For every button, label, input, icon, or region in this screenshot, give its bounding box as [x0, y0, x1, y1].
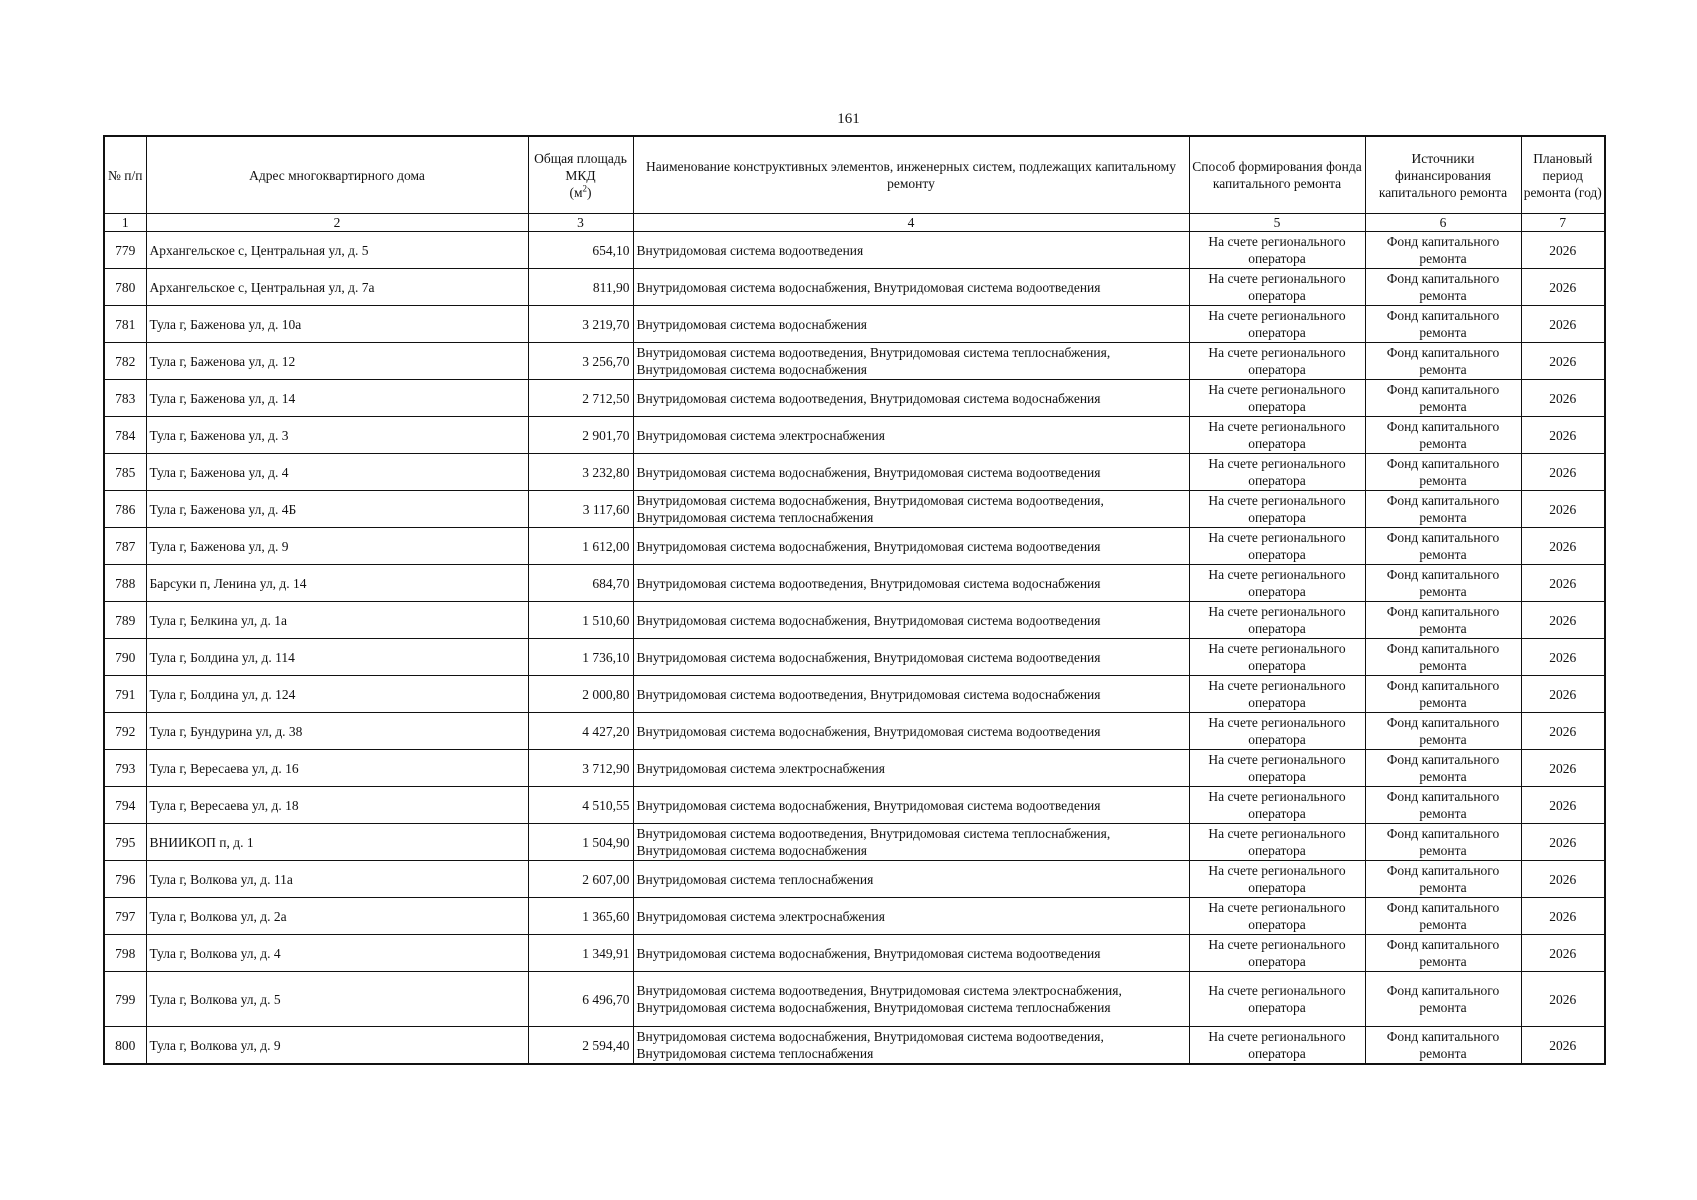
- cell-elements: Внутридомовая система водоснабжения, Внутридомовая система водоотведения: [633, 269, 1189, 306]
- cell-elements: Внутридомовая система водоснабжения, Внутридомовая система водоотведения: [633, 528, 1189, 565]
- cell-year: 2026: [1521, 232, 1605, 269]
- cell-year: 2026: [1521, 898, 1605, 935]
- cell-number: 798: [104, 935, 146, 972]
- table-row: [104, 417, 1605, 454]
- table-row: [104, 454, 1605, 491]
- cell-address: Тула г, Бундурина ул, д. 38: [146, 713, 528, 750]
- cell-area: 3 117,60: [528, 491, 633, 528]
- table-row: [104, 935, 1605, 972]
- header-method: Способ формирования фонда капитального ремонта: [1189, 136, 1365, 214]
- table-row: [104, 343, 1605, 380]
- cell-address: Тула г, Волкова ул, д. 9: [146, 1027, 528, 1065]
- cell-method: На счете регионального оператора: [1189, 232, 1365, 269]
- cell-elements: Внутридомовая система водоотведения: [633, 232, 1189, 269]
- cell-address: Тула г, Баженова ул, д. 14: [146, 380, 528, 417]
- cell-elements: Внутридомовая система водоотведения, Внутридомовая система водоснабжения: [633, 380, 1189, 417]
- cell-number: 787: [104, 528, 146, 565]
- cell-number: 793: [104, 750, 146, 787]
- table-row: [104, 491, 1605, 528]
- cell-method: На счете регионального оператора: [1189, 491, 1365, 528]
- cell-method: На счете регионального оператора: [1189, 417, 1365, 454]
- cell-area: 3 712,90: [528, 750, 633, 787]
- column-number-row: [104, 214, 1605, 232]
- cell-number: 783: [104, 380, 146, 417]
- cell-source: Фонд капитального ремонта: [1365, 343, 1521, 380]
- cell-source: Фонд капитального ремонта: [1365, 528, 1521, 565]
- cell-method: На счете регионального оператора: [1189, 935, 1365, 972]
- cell-method: На счете регионального оператора: [1189, 1027, 1365, 1065]
- cell-source: Фонд капитального ремонта: [1365, 417, 1521, 454]
- cell-elements: Внутридомовая система водоснабжения, Внутридомовая система водоотведения, Внутридомовая система теплоснабжения: [633, 491, 1189, 528]
- cell-year: 2026: [1521, 750, 1605, 787]
- cell-elements: Внутридомовая система водоснабжения, Внутридомовая система водоотведения: [633, 713, 1189, 750]
- column-number: 5: [1189, 214, 1365, 232]
- cell-source: Фонд капитального ремонта: [1365, 306, 1521, 343]
- cell-number: 790: [104, 639, 146, 676]
- cell-elements: Внутридомовая система водоотведения, Внутридомовая система электроснабжения, Внутридомовая система водоснабжения, Внутридомовая система теплоснабжения: [633, 972, 1189, 1027]
- table-row: [104, 565, 1605, 602]
- capital-repair-table: [103, 135, 1606, 1065]
- column-number: 3: [528, 214, 633, 232]
- cell-area: 3 256,70: [528, 343, 633, 380]
- cell-elements: Внутридомовая система водоснабжения, Внутридомовая система водоотведения: [633, 935, 1189, 972]
- cell-area: 2 712,50: [528, 380, 633, 417]
- cell-address: Тула г, Белкина ул, д. 1а: [146, 602, 528, 639]
- cell-area: 1 349,91: [528, 935, 633, 972]
- cell-address: Архангельское с, Центральная ул, д. 7а: [146, 269, 528, 306]
- cell-area: 1 736,10: [528, 639, 633, 676]
- header-row: [104, 136, 1605, 214]
- cell-area: 2 607,00: [528, 861, 633, 898]
- header-area-unit: (м: [569, 184, 583, 200]
- cell-source: Фонд капитального ремонта: [1365, 898, 1521, 935]
- cell-elements: Внутридомовая система теплоснабжения: [633, 861, 1189, 898]
- cell-elements: Внутридомовая система электроснабжения: [633, 898, 1189, 935]
- cell-year: 2026: [1521, 676, 1605, 713]
- header-num: № п/п: [104, 136, 146, 214]
- column-number: 2: [146, 214, 528, 232]
- cell-area: 2 594,40: [528, 1027, 633, 1065]
- cell-area: 684,70: [528, 565, 633, 602]
- cell-number: 788: [104, 565, 146, 602]
- header-area-label: Общая площадь МКД: [534, 150, 627, 183]
- cell-method: На счете регионального оператора: [1189, 306, 1365, 343]
- cell-method: На счете регионального оператора: [1189, 787, 1365, 824]
- cell-elements: Внутридомовая система водоотведения, Внутридомовая система теплоснабжения, Внутридомовая система водоснабжения: [633, 824, 1189, 861]
- cell-address: Архангельское с, Центральная ул, д. 5: [146, 232, 528, 269]
- cell-elements: Внутридомовая система электроснабжения: [633, 417, 1189, 454]
- cell-method: На счете регионального оператора: [1189, 639, 1365, 676]
- cell-method: На счете регионального оператора: [1189, 602, 1365, 639]
- cell-source: Фонд капитального ремонта: [1365, 713, 1521, 750]
- cell-method: На счете регионального оператора: [1189, 269, 1365, 306]
- cell-source: Фонд капитального ремонта: [1365, 454, 1521, 491]
- cell-source: Фонд капитального ремонта: [1365, 676, 1521, 713]
- cell-method: На счете регионального оператора: [1189, 565, 1365, 602]
- table-row: [104, 750, 1605, 787]
- cell-elements: Внутридомовая система водоотведения, Внутридомовая система водоснабжения: [633, 676, 1189, 713]
- column-number: 6: [1365, 214, 1521, 232]
- cell-address: Тула г, Баженова ул, д. 10а: [146, 306, 528, 343]
- header-address: Адрес многоквартирного дома: [146, 136, 528, 214]
- cell-source: Фонд капитального ремонта: [1365, 639, 1521, 676]
- cell-year: 2026: [1521, 861, 1605, 898]
- cell-number: 786: [104, 491, 146, 528]
- cell-number: 791: [104, 676, 146, 713]
- table-row: [104, 1027, 1605, 1065]
- header-source: Источники финансирования капитального ремонта: [1365, 136, 1521, 214]
- cell-method: На счете регионального оператора: [1189, 824, 1365, 861]
- cell-year: 2026: [1521, 269, 1605, 306]
- table-row: [104, 269, 1605, 306]
- cell-number: 785: [104, 454, 146, 491]
- header-area-unit-sup: 2: [582, 183, 588, 193]
- cell-method: На счете регионального оператора: [1189, 861, 1365, 898]
- table-row: [104, 787, 1605, 824]
- cell-area: 654,10: [528, 232, 633, 269]
- column-number: 4: [633, 214, 1189, 232]
- table-row: [104, 972, 1605, 1027]
- cell-source: Фонд капитального ремонта: [1365, 935, 1521, 972]
- cell-year: 2026: [1521, 639, 1605, 676]
- table-row: [104, 861, 1605, 898]
- cell-method: На счете регионального оператора: [1189, 380, 1365, 417]
- cell-address: Барсуки п, Ленина ул, д. 14: [146, 565, 528, 602]
- cell-number: 799: [104, 972, 146, 1027]
- cell-address: Тула г, Волкова ул, д. 2а: [146, 898, 528, 935]
- table-row: [104, 380, 1605, 417]
- cell-elements: Внутридомовая система электроснабжения: [633, 750, 1189, 787]
- cell-source: Фонд капитального ремонта: [1365, 861, 1521, 898]
- cell-area: 6 496,70: [528, 972, 633, 1027]
- cell-year: 2026: [1521, 824, 1605, 861]
- cell-elements: Внутридомовая система водоотведения, Внутридомовая система водоснабжения: [633, 565, 1189, 602]
- cell-area: 1 510,60: [528, 602, 633, 639]
- cell-number: 797: [104, 898, 146, 935]
- cell-source: Фонд капитального ремонта: [1365, 824, 1521, 861]
- cell-year: 2026: [1521, 935, 1605, 972]
- cell-year: 2026: [1521, 528, 1605, 565]
- cell-number: 784: [104, 417, 146, 454]
- cell-area: 811,90: [528, 269, 633, 306]
- cell-elements: Внутридомовая система водоснабжения, Внутридомовая система водоотведения: [633, 639, 1189, 676]
- page-number: 161: [837, 111, 860, 127]
- cell-number: 800: [104, 1027, 146, 1065]
- cell-elements: Внутридомовая система водоснабжения: [633, 306, 1189, 343]
- cell-address: ВНИИКОП п, д. 1: [146, 824, 528, 861]
- cell-year: 2026: [1521, 972, 1605, 1027]
- cell-method: На счете регионального оператора: [1189, 898, 1365, 935]
- cell-source: Фонд капитального ремонта: [1365, 972, 1521, 1027]
- cell-source: Фонд капитального ремонта: [1365, 491, 1521, 528]
- table-row: [104, 602, 1605, 639]
- cell-year: 2026: [1521, 713, 1605, 750]
- cell-source: Фонд капитального ремонта: [1365, 232, 1521, 269]
- cell-address: Тула г, Волкова ул, д. 11а: [146, 861, 528, 898]
- cell-address: Тула г, Волкова ул, д. 5: [146, 972, 528, 1027]
- cell-source: Фонд капитального ремонта: [1365, 787, 1521, 824]
- cell-method: На счете регионального оператора: [1189, 713, 1365, 750]
- cell-area: 1 504,90: [528, 824, 633, 861]
- cell-area: 1 365,60: [528, 898, 633, 935]
- cell-source: Фонд капитального ремонта: [1365, 380, 1521, 417]
- cell-address: Тула г, Баженова ул, д. 3: [146, 417, 528, 454]
- cell-address: Тула г, Баженова ул, д. 4: [146, 454, 528, 491]
- cell-area: 2 901,70: [528, 417, 633, 454]
- cell-year: 2026: [1521, 380, 1605, 417]
- table-row: [104, 676, 1605, 713]
- cell-elements: Внутридомовая система водоотведения, Внутридомовая система теплоснабжения, Внутридомовая система водоснабжения: [633, 343, 1189, 380]
- cell-year: 2026: [1521, 787, 1605, 824]
- cell-area: 2 000,80: [528, 676, 633, 713]
- cell-number: 780: [104, 269, 146, 306]
- cell-method: На счете регионального оператора: [1189, 343, 1365, 380]
- cell-address: Тула г, Болдина ул, д. 114: [146, 639, 528, 676]
- cell-source: Фонд капитального ремонта: [1365, 750, 1521, 787]
- table-body: [104, 232, 1605, 1065]
- cell-address: Тула г, Вересаева ул, д. 18: [146, 787, 528, 824]
- cell-area: 1 612,00: [528, 528, 633, 565]
- table-row: [104, 639, 1605, 676]
- cell-method: На счете регионального оператора: [1189, 528, 1365, 565]
- cell-number: 795: [104, 824, 146, 861]
- cell-number: 782: [104, 343, 146, 380]
- cell-elements: Внутридомовая система водоснабжения, Внутридомовая система водоотведения: [633, 787, 1189, 824]
- table-row: [104, 528, 1605, 565]
- cell-year: 2026: [1521, 343, 1605, 380]
- cell-address: Тула г, Вересаева ул, д. 16: [146, 750, 528, 787]
- header-elements: Наименование конструктивных элементов, инженерных систем, подлежащих капитальному ремонту: [633, 136, 1189, 214]
- cell-elements: Внутридомовая система водоснабжения, Внутридомовая система водоотведения, Внутридомовая система теплоснабжения: [633, 1027, 1189, 1065]
- cell-source: Фонд капитального ремонта: [1365, 565, 1521, 602]
- table-row: [104, 713, 1605, 750]
- cell-area: 3 219,70: [528, 306, 633, 343]
- cell-number: 792: [104, 713, 146, 750]
- cell-year: 2026: [1521, 602, 1605, 639]
- cell-year: 2026: [1521, 417, 1605, 454]
- header-period: Плановый период ремонта (год): [1521, 136, 1605, 214]
- cell-number: 794: [104, 787, 146, 824]
- cell-elements: Внутридомовая система водоснабжения, Внутридомовая система водоотведения: [633, 602, 1189, 639]
- cell-area: 4 427,20: [528, 713, 633, 750]
- cell-method: На счете регионального оператора: [1189, 454, 1365, 491]
- cell-number: 779: [104, 232, 146, 269]
- cell-area: 3 232,80: [528, 454, 633, 491]
- cell-address: Тула г, Баженова ул, д. 12: [146, 343, 528, 380]
- cell-method: На счете регионального оператора: [1189, 676, 1365, 713]
- header-area-unit-close: ): [587, 184, 592, 200]
- cell-year: 2026: [1521, 565, 1605, 602]
- cell-address: Тула г, Болдина ул, д. 124: [146, 676, 528, 713]
- cell-address: Тула г, Волкова ул, д. 4: [146, 935, 528, 972]
- cell-year: 2026: [1521, 454, 1605, 491]
- table-row: [104, 898, 1605, 935]
- cell-source: Фонд капитального ремонта: [1365, 269, 1521, 306]
- cell-area: 4 510,55: [528, 787, 633, 824]
- cell-source: Фонд капитального ремонта: [1365, 1027, 1521, 1065]
- cell-address: Тула г, Баженова ул, д. 4Б: [146, 491, 528, 528]
- header-area: [528, 136, 633, 214]
- table-row: [104, 824, 1605, 861]
- cell-method: На счете регионального оператора: [1189, 972, 1365, 1027]
- cell-year: 2026: [1521, 1027, 1605, 1065]
- column-number: 1: [104, 214, 146, 232]
- table-row: [104, 232, 1605, 269]
- cell-method: На счете регионального оператора: [1189, 750, 1365, 787]
- cell-source: Фонд капитального ремонта: [1365, 602, 1521, 639]
- cell-number: 781: [104, 306, 146, 343]
- cell-number: 796: [104, 861, 146, 898]
- cell-number: 789: [104, 602, 146, 639]
- cell-elements: Внутридомовая система водоснабжения, Внутридомовая система водоотведения: [633, 454, 1189, 491]
- cell-year: 2026: [1521, 306, 1605, 343]
- table-row: [104, 306, 1605, 343]
- cell-year: 2026: [1521, 491, 1605, 528]
- column-number: 7: [1521, 214, 1605, 232]
- cell-address: Тула г, Баженова ул, д. 9: [146, 528, 528, 565]
